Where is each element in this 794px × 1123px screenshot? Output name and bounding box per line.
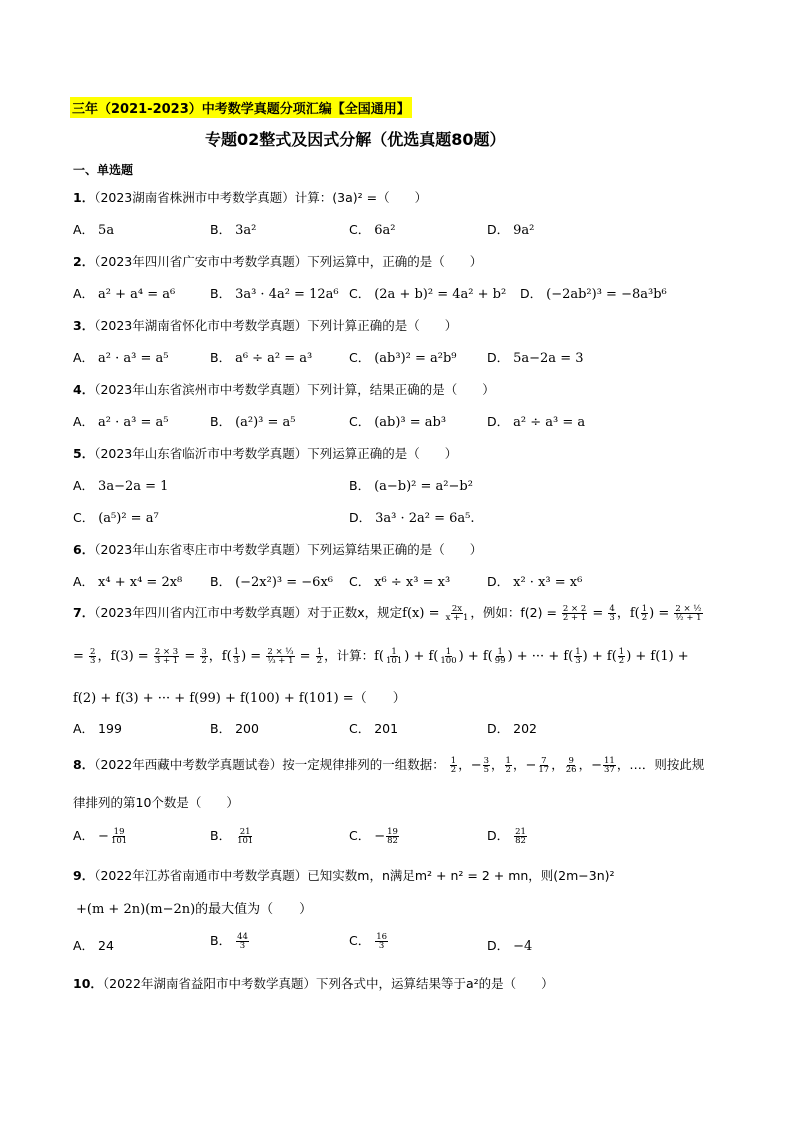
q2-option-d[interactable]: D． (−2ab²)³ = −8a³b⁶ [520, 286, 667, 302]
q5-option-c[interactable]: C． (a⁵)² = a⁷ [73, 510, 159, 526]
question-9-line2: +(m + 2n)(m−2n)的最大值为（ ） [76, 902, 313, 917]
q1-option-c[interactable]: C． 6a² [349, 222, 396, 238]
q5-option-d[interactable]: D． 3a³ · 2a² = 6a⁵. [349, 510, 475, 526]
question-6: 6．（2023年山东省枣庄市中考数学真题）下列运算结果正确的是（ ） [73, 542, 483, 557]
q5-option-b[interactable]: B． (a−b)² = a²−b² [349, 478, 473, 494]
q6-option-a[interactable]: A． x⁴ + x⁴ = 2x⁸ [73, 574, 183, 590]
question-9: 9．（2022年江苏省南通市中考数学真题）已知实数m，n满足m² + n² = 2 + mn，则(2m−3n)² [73, 868, 615, 883]
question-4: 4．（2023年山东省滨州市中考数学真题）下列计算，结果正确的是（ ） [73, 382, 495, 397]
q8-option-c[interactable]: C． − $\frac{19}{82}$ [349, 826, 398, 846]
q1-option-a[interactable]: A． 5a [73, 222, 115, 238]
question-7-line3: f(2) + f(3) + ··· + f(99) + f(100) + f(101) =（ ） [73, 691, 406, 706]
q3-option-d[interactable]: D． 5a−2a = 3 [487, 350, 584, 366]
question-10: 10．（2022年湖南省益阳市中考数学真题）下列各式中，运算结果等于a²的是（ ） [73, 976, 554, 991]
q7-option-c[interactable]: C． 201 [349, 721, 399, 736]
q4-option-d[interactable]: D． a² ÷ a³ = a [487, 414, 586, 430]
q6-option-c[interactable]: C． x⁶ ÷ x³ = x³ [349, 574, 451, 590]
q8-option-d[interactable]: D． $\frac{21}{82}$ [487, 826, 526, 846]
question-7: 7．（2023年四川省内江市中考数学真题）对于正数x，规定f(x) = $\frac{2x}{x + 1}$ ，例如：f(2) = $\frac{2 \times 2}{2 + 1}$ = $\frac{4}{3}$ ，f( $\frac{1}{2}$ ) = $\frac{\text{2 × ½}}{\text{½ + 1}}$ [73, 603, 702, 623]
q3-option-c[interactable]: C． (ab³)² = a²b⁹ [349, 350, 457, 366]
q4-option-c[interactable]: C． (ab)³ = ab³ [349, 414, 447, 430]
question-8-line2: 律排列的第10个数是（ ） [73, 795, 239, 810]
q9-option-d[interactable]: D． −4 [487, 938, 533, 954]
q4-option-b[interactable]: B． (a²)³ = a⁵ [210, 414, 296, 430]
q1-option-d[interactable]: D． 9a² [487, 222, 535, 238]
q7-option-d[interactable]: D． 202 [487, 721, 537, 736]
q9-option-c[interactable]: C． $\frac{16}{3}$ [349, 931, 388, 951]
question-8: 8．（2022年西藏中考数学真题试卷）按一定规律排列的一组数据： $\frac{1}{2}$ ，− $\frac{3}{5}$ ， $\frac{1}{2}$ ，− $\frac{7}{17}$ ， $\frac{9}{26}$ ，− $\frac{11}{37}$ ，…．则按此规 [73, 755, 705, 775]
q2-option-b[interactable]: B． 3a³ · 4a² = 12a⁶ [210, 286, 339, 302]
q7-def-fraction: $\frac{2x}{x + 1}$ [445, 603, 469, 623]
q3-option-a[interactable]: A． a² · a³ = a⁵ [73, 350, 169, 366]
page-title: 专题02整式及因式分解（优选真题80题） [205, 130, 506, 149]
q6-option-d[interactable]: D． x² · x³ = x⁶ [487, 574, 583, 590]
q6-option-b[interactable]: B． (−2x²)³ = −6x⁶ [210, 574, 333, 590]
section-heading: 一、单选题 [73, 163, 134, 177]
q7-option-a[interactable]: A． 199 [73, 721, 122, 736]
q8-option-b[interactable]: B． $\frac{21}{101}$ [210, 826, 254, 846]
question-7-line2: = $\frac{2}{3}$ ，f(3) = $\frac{2 \times 3}{3 + 1}$ = $\frac{3}{2}$ ，f( $\frac{1}{3}$ ) = $\frac{\text{2 × ⅓}}{\text{⅓ + 1}}$ = $\frac{1}{2}$ ，计算：f( $\frac{1}{101}$ ) + f( $\frac{1}{100}$ ) + f( $\frac{1}{99}$ ) + ··· + f( $\frac{1}{3}$ ) + f( $\frac{1}{2}$ ) + f(1) + [73, 646, 689, 666]
question-5: 5．（2023年山东省临沂市中考数学真题）下列运算正确的是（ ） [73, 446, 458, 461]
q1-option-b[interactable]: B． 3a² [210, 222, 257, 238]
q8-option-a[interactable]: A． − $\frac{19}{101}$ [73, 826, 128, 846]
q3-option-b[interactable]: B． a⁶ ÷ a² = a³ [210, 350, 313, 366]
q7-option-b[interactable]: B． 200 [210, 721, 259, 736]
q9-option-b[interactable]: B． $\frac{44}{3}$ [210, 931, 248, 951]
q2-option-c[interactable]: C． (2a + b)² = 4a² + b² [349, 286, 507, 302]
question-2: 2．（2023年四川省广安市中考数学真题）下列运算中，正确的是（ ） [73, 254, 483, 269]
question-3: 3．（2023年湖南省怀化市中考数学真题）下列计算正确的是（ ） [73, 318, 458, 333]
q2-option-a[interactable]: A． a² + a⁴ = a⁶ [73, 286, 176, 302]
q5-option-a[interactable]: A． 3a−2a = 1 [73, 478, 169, 494]
question-1: 1．（2023湖南省株洲市中考数学真题）计算：(3a)² =（ ） [73, 190, 428, 205]
q4-option-a[interactable]: A． a² · a³ = a⁵ [73, 414, 169, 430]
q9-option-a[interactable]: A． 24 [73, 938, 114, 953]
series-title-highlight: 三年（2021-2023）中考数学真题分项汇编【全国通用】 [70, 97, 412, 118]
